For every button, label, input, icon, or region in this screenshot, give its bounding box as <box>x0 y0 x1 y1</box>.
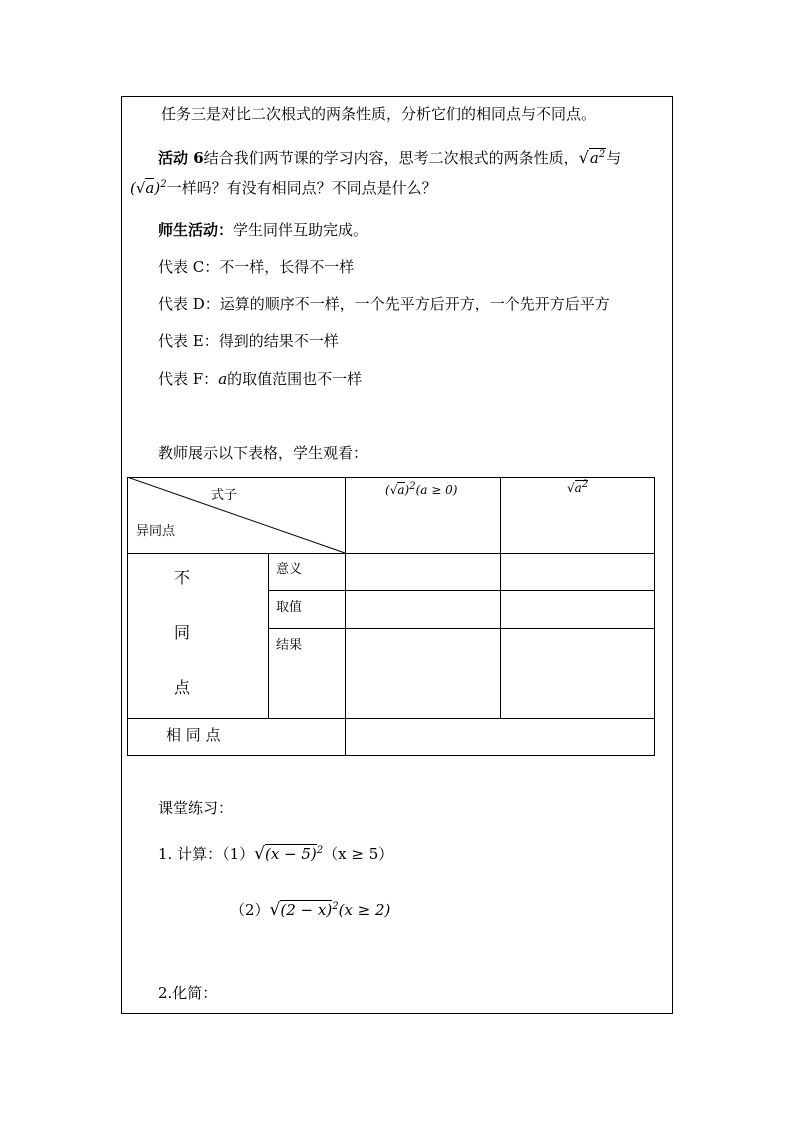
sqrt-a-squared: $√a^2$ <box>578 148 606 167</box>
rep-d-text: 运算的顺序不一样，一个先平方后开方，一个先开方后平方 <box>219 295 610 313</box>
paren-sqrt-a-squared: $(√a)^2$ <box>130 179 167 197</box>
rep-e <box>158 331 339 351</box>
practice-q1 <box>158 844 393 864</box>
same-points-label: 相 同 点 <box>166 726 221 744</box>
header-formula: 式子 <box>211 488 238 503</box>
q1-condition: （x ≥ 5） <box>323 845 394 863</box>
practice-q3: 2.化简： <box>158 984 218 1002</box>
activity6-text-b: 与 <box>606 149 622 167</box>
teacher-student-label: 师生活动： <box>158 221 234 239</box>
teacher-student-line <box>158 220 368 240</box>
comparison-table <box>127 477 655 756</box>
rep-d <box>158 294 610 314</box>
activity6-line1 <box>158 148 621 168</box>
q1-label: 1. 计算：（1） <box>158 845 255 863</box>
rep-c-text: 不一样，长得不一样 <box>219 258 355 276</box>
activity6-label: 活动 6 <box>158 149 204 167</box>
q1-expression: $√(x - 5)^2$ <box>254 844 324 864</box>
rep-c-label: 代表 C： <box>158 258 220 276</box>
diff-char-3: 点 <box>174 678 191 697</box>
diff-char-2: 同 <box>174 623 191 642</box>
rep-c <box>158 257 354 277</box>
q1-radicand: (x − 5) <box>264 845 317 863</box>
teacher-show-text: 教师展示以下表格，学生观看： <box>158 444 369 462</box>
q2-expression: $√(2 - x)^2$ <box>269 900 339 920</box>
q2-condition: (x ≥ 2) <box>338 901 391 919</box>
rep-f-text: 的取值范围也不一样 <box>227 370 363 388</box>
rep-f <box>158 369 362 389</box>
row-value-range: 取值 <box>276 600 303 615</box>
col-header-sqrt-a-squared: $(√a)^2(a \ge 0)$ <box>385 481 458 497</box>
task3-text: 任务三是对比二次根式的两条性质，分析它们的相同点与不同点。 <box>161 105 597 123</box>
q2-label: （2） <box>230 901 270 919</box>
rep-f-var: a <box>218 370 228 388</box>
col1-condition: (a ≥ 0) <box>415 483 458 497</box>
rep-e-label: 代表 E： <box>158 332 219 350</box>
activity6-text-c: 一样吗？有没有相同点？不同点是什么？ <box>166 179 437 197</box>
practice-q2 <box>230 900 390 920</box>
rep-f-label: 代表 F： <box>158 370 219 388</box>
row-result: 结果 <box>276 638 303 653</box>
diff-char-1: 不 <box>174 568 191 587</box>
activity6-text-a: 结合我们两节课的学习内容，思考二次根式的两条性质， <box>203 149 579 167</box>
rep-d-label: 代表 D： <box>158 295 220 313</box>
rep-e-text: 得到的结果不一样 <box>218 332 339 350</box>
header-diff-same: 异同点 <box>136 524 176 539</box>
col-header-sqrt-a2: $√a^2$ <box>567 479 589 495</box>
practice-title: 课堂练习： <box>158 799 234 817</box>
activity6-line2 <box>130 178 437 198</box>
q2-radicand: (2 − x) <box>280 901 333 919</box>
row-meaning: 意义 <box>276 562 303 577</box>
teacher-student-text: 学生同伴互助完成。 <box>233 221 369 239</box>
